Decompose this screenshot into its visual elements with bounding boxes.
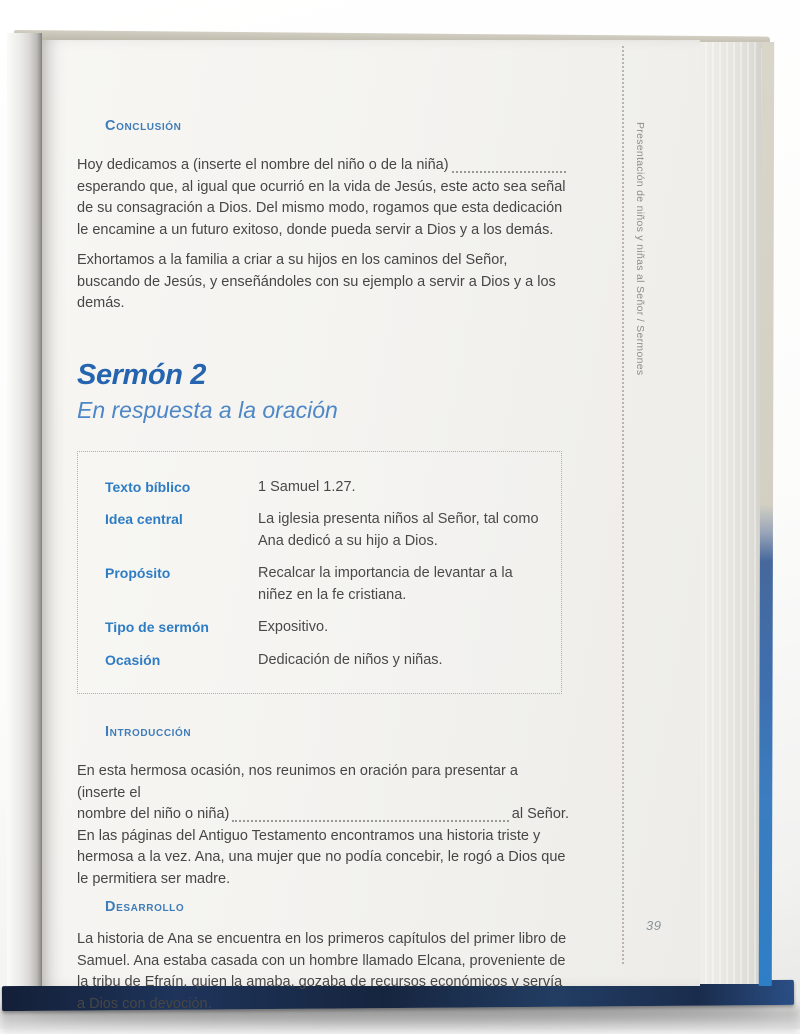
page-number: 39 bbox=[646, 918, 662, 933]
info-value: 1 Samuel 1.27. bbox=[258, 478, 356, 495]
fill-in-dotted-line bbox=[232, 820, 508, 822]
sermon-info-box bbox=[77, 451, 562, 695]
text-column bbox=[77, 118, 569, 1015]
introduccion-heading: Introducción bbox=[105, 724, 192, 740]
info-label: Tipo de sermón bbox=[105, 619, 209, 635]
conclusion-heading: Conclusión bbox=[105, 118, 182, 134]
introduccion-p1-line1: En esta hermosa ocasión, nos reunimos en oración para presentar a (inserte el bbox=[77, 763, 518, 801]
info-row-ocasion bbox=[105, 650, 539, 672]
info-row-texto-biblico bbox=[105, 477, 539, 499]
desarrollo-heading: Desarrollo bbox=[105, 899, 185, 915]
fill-in-dotted-line bbox=[452, 171, 566, 173]
info-value: Expositivo. bbox=[258, 619, 329, 635]
info-label: Texto bíblico bbox=[105, 478, 191, 495]
info-label: Idea central bbox=[105, 511, 183, 527]
book-cover-right-edge bbox=[759, 42, 774, 986]
info-row-proposito bbox=[105, 563, 539, 606]
conclusion-paragraph-2: Exhortamos a la familia a criar a su hijos en los caminos del Señor, buscando de Jesús, y enseñándoles con su ejemplo a servir a Dios y a los demás. bbox=[77, 252, 556, 311]
sermon-title: Sermón 2 bbox=[77, 358, 206, 391]
info-label: Propósito bbox=[105, 565, 171, 581]
introduccion-p1-rest: En las páginas del Antiguo Testamento encontramos una historia triste y hermosa a la vez. Ana, una mujer que no podía concebir, le rogó a Dios que le permitiera ser madre. bbox=[77, 827, 566, 887]
side-tab-label: Presentación de niños y niñas al Señor / Sermones bbox=[634, 122, 646, 376]
info-label: Ocasión bbox=[105, 651, 161, 668]
info-row-idea-central bbox=[105, 509, 539, 552]
introduccion-p1-line2-lead: nombre del niño o niña) bbox=[77, 806, 230, 822]
right-page-stack bbox=[698, 42, 761, 984]
info-value: Recalcar la importancia de levantar a la niñez en la fe cristiana. bbox=[258, 565, 513, 603]
conclusion-p1-rest: esperando que, al igual que ocurrió en la vida de Jesús, este acto sea señal de su consagración a Dios. Del mismo modo, rogamos que esta dedicación le encamine a un futuro exitoso, donde pueda servir a Dios y a los demás. bbox=[77, 178, 566, 238]
introduccion-paragraph-1 bbox=[77, 761, 569, 890]
introduccion-p1-line2-tail: al Señor. bbox=[511, 806, 569, 822]
conclusion-paragraph-1 bbox=[77, 155, 569, 241]
left-page-stack bbox=[7, 33, 42, 986]
sermon-subtitle: En respuesta a la oración bbox=[77, 396, 338, 423]
info-value: Dedicación de niños y niñas. bbox=[258, 651, 443, 668]
info-value: La iglesia presenta niños al Señor, tal como Ana dedicó a su hijo a Dios. bbox=[258, 511, 539, 549]
desarrollo-paragraph-1: La historia de Ana se encuentra en los primeros capítulos del primer libro de Samuel. Ana estaba casada con un hombre llamado Elcana, proveniente de la tribu de Efraín, quien la amaba, gozaba de recursos económicos y servía a Dios con devoción. bbox=[77, 931, 567, 1012]
margin-dotted-divider bbox=[622, 46, 624, 964]
book-page bbox=[42, 40, 700, 1012]
conclusion-p1-lead: Hoy dedicamos a (inserte el nombre del niño o de la niña) bbox=[77, 157, 449, 173]
info-row-tipo-de-sermon bbox=[105, 617, 539, 639]
